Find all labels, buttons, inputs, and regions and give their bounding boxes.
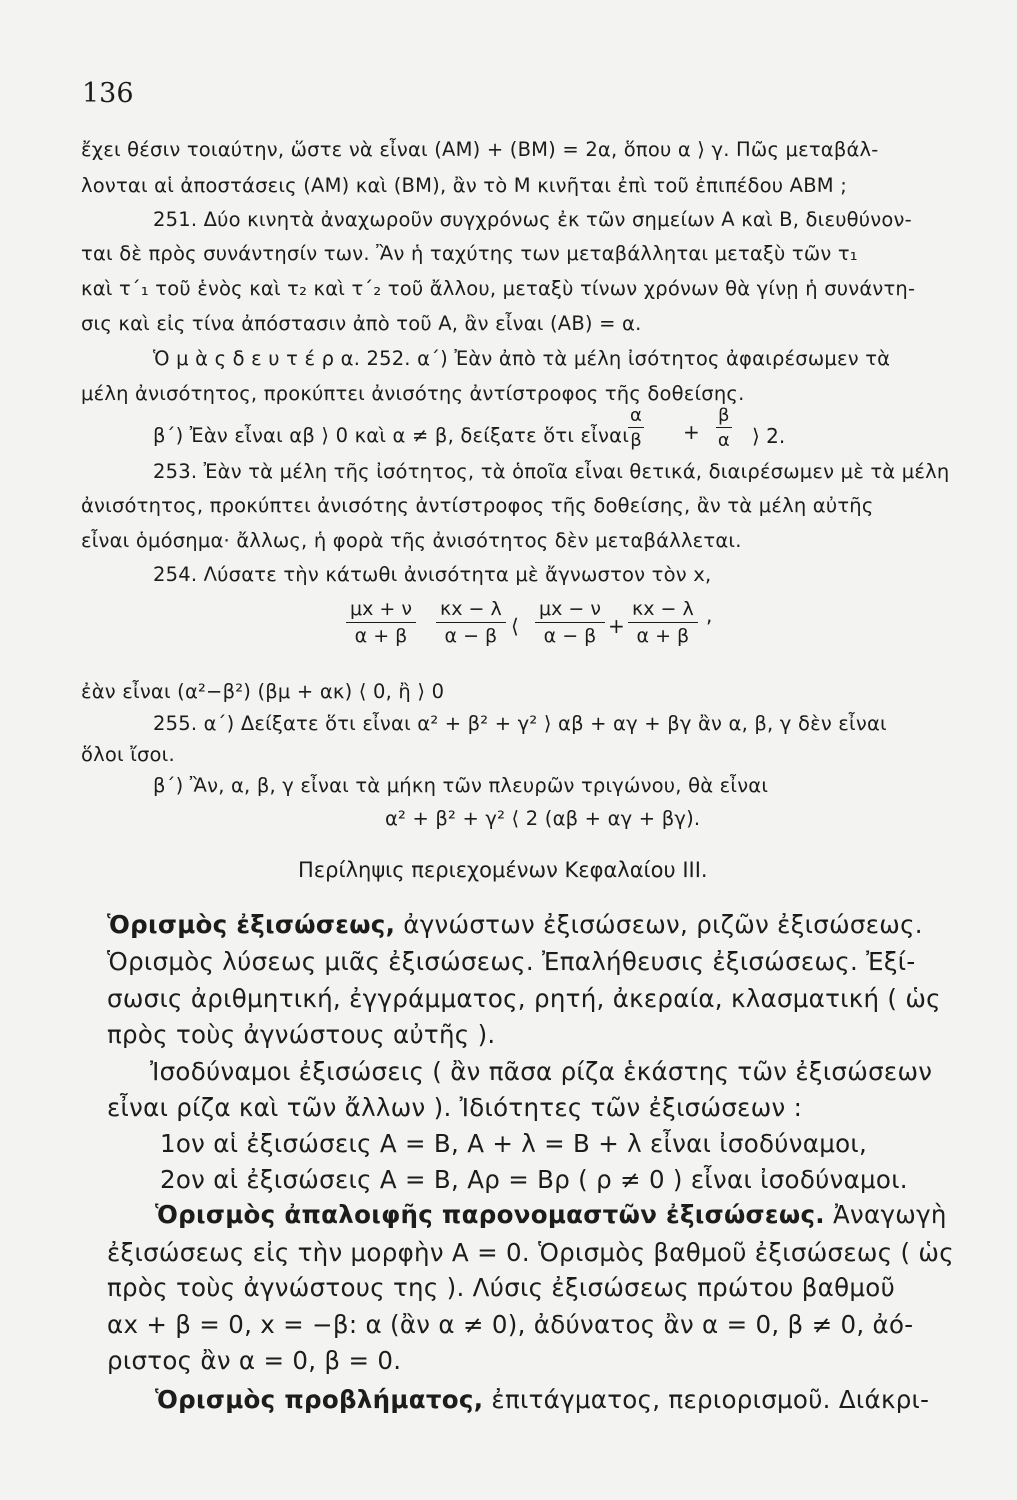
text-line: σις καὶ εἰς τίνα ἀπόστασιν ἀπὸ τοῦ Α, ἂν εἶναι (ΑΒ) = α. [81, 312, 642, 335]
problem-255-line: 255. α΄) Δείξατε ὅτι εἶναι α² + β² + γ² ⟩ αβ + αγ + βγ ἂν α, β, γ δὲν εἶναι [153, 712, 887, 735]
text-line: ὅλοι ἴσοι. [81, 743, 175, 766]
fraction-numerator: κx − λ [628, 598, 698, 623]
summary-line: Ὁρισμὸς λύσεως μιᾶς ἐξισώσεως. Ἐπαλήθευσις ἐξισώσεως. Ἐξί- [107, 947, 916, 976]
fraction-kx-minus-lambda [436, 598, 506, 647]
summary-line: 1ον αἱ ἐξισώσεις Α = Β, Α + λ = Β + λ εἶναι ἰσοδύναμοι, [160, 1129, 868, 1158]
summary-text: ἐπιτάγματος, περιορισμοῦ. Διάκρι- [483, 1385, 930, 1414]
fraction-denominator: α − β [444, 625, 498, 647]
fraction-denominator: β [630, 430, 642, 451]
less-than-sign: ⟨ [511, 614, 519, 638]
fraction-denominator: α − β [543, 625, 597, 647]
inequality-tail: ⟩ 2. [752, 424, 786, 448]
text-line: λονται αἱ ἀποστάσεις (ΑΜ) καὶ (ΒΜ), ἂν τὸ Μ κινῆται ἐπὶ τοῦ ἐπιπέδου ΑΒΜ ; [81, 174, 847, 197]
chapter-summary-heading: Περίληψις περιεχομένων Κεφαλαίου ΙΙΙ. [298, 858, 708, 882]
fraction-beta-over-alpha [716, 405, 732, 451]
bold-term: Ὁρισμὸς προβλήματος, [155, 1385, 484, 1414]
fraction-denominator: α + β [636, 625, 690, 647]
text-line: καὶ τ΄₁ τοῦ ἑνὸς καὶ τ₂ καὶ τ΄₂ τοῦ ἄλλου, μεταξὺ τίνων χρόνων θὰ γίνῃ ἡ συνάντη- [81, 277, 916, 300]
problem-252b-line: β΄) Ἐὰν εἶναι αβ ⟩ 0 καὶ α ≠ β, δείξατε ὅτι εἶναι [153, 424, 630, 447]
summary-line: αx + β = 0, x = −β: α (ἂν α ≠ 0), ἀδύνατος ἂν α = 0, β ≠ 0, ἀό- [107, 1310, 914, 1339]
summary-line: ριστος ἂν α = 0, β = 0. [107, 1346, 402, 1375]
fraction-denominator: α + β [354, 625, 408, 647]
summary-line [155, 1385, 995, 1414]
comma: , [706, 603, 713, 627]
fraction-numerator: μx + ν [346, 598, 416, 623]
equation-line: α² + β² + γ² ⟨ 2 (αβ + αγ + βγ). [385, 807, 701, 830]
fraction-numerator: κx − λ [436, 598, 506, 623]
summary-line: Ἰσοδύναμοι ἐξισώσεις ( ἂν πᾶσα ρίζα ἑκάστης τῶν ἐξισώσεων [150, 1057, 933, 1086]
summary-line: ἐξισώσεως εἰς τὴν μορφὴν Α = 0. Ὁρισμὸς βαθμοῦ ἐξισώσεως ( ὡς [107, 1238, 954, 1267]
text-line: μέλη ἀνισότητος, προκύπτει ἀνισότης ἀντίστροφος τῆς δοθείσης. [81, 382, 745, 405]
text-line: ἀνισότητος, προκύπτει ἀνισότης ἀντίστροφος τῆς δοθείσης, ἂν τὰ μέλη αὐτῆς [81, 494, 874, 517]
fraction-kx-minus-lambda-2 [628, 598, 698, 647]
summary-line: πρὸς τοὺς ἀγνώστους της ). Λύσις ἐξισώσεως πρώτου βαθμοῦ [107, 1273, 896, 1302]
fraction-mx-plus-nu [346, 598, 416, 647]
fraction-denominator: α [717, 430, 730, 451]
summary-line: 2ον αἱ ἐξισώσεις Α = Β, Αρ = Βρ ( ρ ≠ 0 ) εἶναι ἰσοδύναμοι. [160, 1165, 908, 1194]
bold-term: Ὁρισμὸς ἀπαλοιφῆς παρονομαστῶν ἐξισώσεως. [155, 1200, 825, 1229]
problem-251-line: 251. Δύο κινητὰ ἀναχωροῦν συγχρόνως ἐκ τῶν σημείων Α καὶ Β, διευθύνον- [153, 208, 912, 231]
text-line: εἶναι ὁμόσημα· ἄλλως, ἡ φορὰ τῆς ἀνισότητος δὲν μεταβάλλεται. [81, 529, 742, 552]
problem-253-line: 253. Ἐὰν τὰ μέλη τῆς ἰσότητος, τὰ ὁποῖα εἶναι θετικά, διαιρέσωμεν μὲ τὰ μέλη [153, 460, 950, 483]
group-two-line: Ὁ μ ὰ ς δ ε υ τ έ ρ α. 252. α΄) Ἐὰν ἀπὸ τὰ μέλη ἰσότητος ἀφαιρέσωμεν τὰ [153, 347, 891, 370]
page-number: 136 [82, 78, 134, 109]
fraction-alpha-over-beta [628, 405, 644, 451]
summary-line: εἶναι ρίζα καὶ τῶν ἄλλων ). Ἰδιότητες τῶν ἐξισώσεων : [107, 1093, 803, 1122]
bold-term: Ὁρισμὸς ἐξισώσεως, [107, 910, 396, 939]
summary-text: Ἀναγωγὴ [824, 1200, 947, 1229]
summary-line [155, 1200, 995, 1229]
fraction-numerator: α [630, 405, 642, 426]
fraction-numerator: μx − ν [535, 598, 605, 623]
summary-line [107, 910, 947, 939]
text-line: ἐὰν εἶναι (α²−β²) (βμ + ακ) ⟨ 0, ἢ ⟩ 0 [81, 680, 445, 703]
summary-line: σωσις ἀριθμητική, ἐγγράμματος, ρητή, ἀκεραία, κλασματική ( ὡς [107, 984, 941, 1013]
problem-254-line: 254. Λύσατε τὴν κάτωθι ἀνισότητα μὲ ἄγνωστον τὸν x, [153, 563, 712, 586]
fraction-mx-minus-nu [535, 598, 605, 647]
summary-text: ἀγνώστων ἐξισώσεων, ριζῶν ἐξισώσεως. [395, 910, 923, 939]
text-line: ται δὲ πρὸς συνάντησίν των. Ἂν ἡ ταχύτης των μεταβάλληται μεταξὺ τῶν τ₁ [81, 242, 858, 265]
plus-sign: + [608, 614, 625, 638]
plus-sign: + [683, 420, 700, 444]
fraction-numerator: β [718, 405, 730, 426]
text-line: ἔχει θέσιν τοιαύτην, ὥστε νὰ εἶναι (ΑΜ) + (ΒΜ) = 2α, ὅπου α ⟩ γ. Πῶς μεταβάλ- [81, 138, 879, 161]
text-line: β΄) Ἂν, α, β, γ εἶναι τὰ μήκη τῶν πλευρῶν τριγώνου, θὰ εἶναι [153, 774, 769, 797]
summary-line: πρὸς τοὺς ἀγνώστους αὐτῆς ). [107, 1020, 496, 1049]
